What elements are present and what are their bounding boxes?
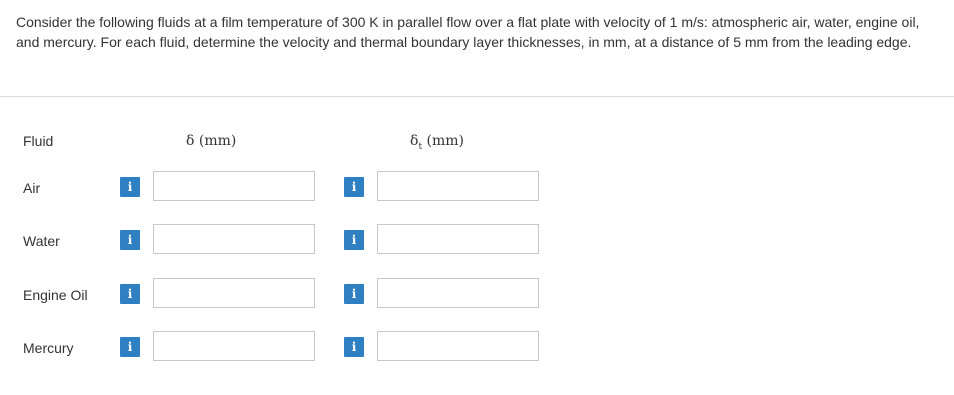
engine-oil-delta-t-input[interactable] [377,278,539,308]
info-icon[interactable]: i [344,230,364,250]
air-delta-t-input[interactable] [377,171,539,201]
fluid-label-water: Water [23,233,60,249]
water-delta-input[interactable] [153,224,315,254]
engine-oil-delta-input[interactable] [153,278,315,308]
mercury-delta-t-input[interactable] [377,331,539,361]
table-row-engine-oil [0,278,954,310]
header-delta-unit: (mm) [198,133,237,149]
water-delta-t-input[interactable] [377,224,539,254]
mercury-delta-input[interactable] [153,331,315,361]
info-icon[interactable]: i [344,177,364,197]
info-icon[interactable]: i [344,337,364,357]
table-row-water [0,224,954,256]
info-icon[interactable]: i [120,230,140,250]
info-icon[interactable]: i [120,337,140,357]
header-delta [186,132,236,150]
info-icon[interactable]: i [344,284,364,304]
table-row-air [0,171,954,203]
fluid-label-air: Air [23,180,41,196]
header-delta-t-unit: (mm) [426,133,464,149]
header-delta-t-symbol: δ [410,133,419,149]
info-icon[interactable]: i [120,177,140,197]
divider [0,96,954,97]
info-icon[interactable]: i [120,284,140,304]
question-text: Consider the following fluids at a film temperature of 300 K in parallel flow over a flat plate with velocity of 1 m/s: atmospheric air, water, engine oil, and mercury. For each fluid, determine the velocity and thermal boundary layer thicknesses, in mm, at a distance of 5 mm from the leading edge. [16,14,920,50]
air-delta-input[interactable] [153,171,315,201]
header-delta-symbol: δ [186,133,195,149]
table-row-mercury [0,331,954,363]
header-delta-t [410,132,464,156]
header-delta-t-sub: t [418,141,423,152]
fluid-label-mercury: Mercury [23,340,74,356]
header-fluid: Fluid [23,133,54,149]
fluid-label-engine-oil: Engine Oil [23,287,88,303]
